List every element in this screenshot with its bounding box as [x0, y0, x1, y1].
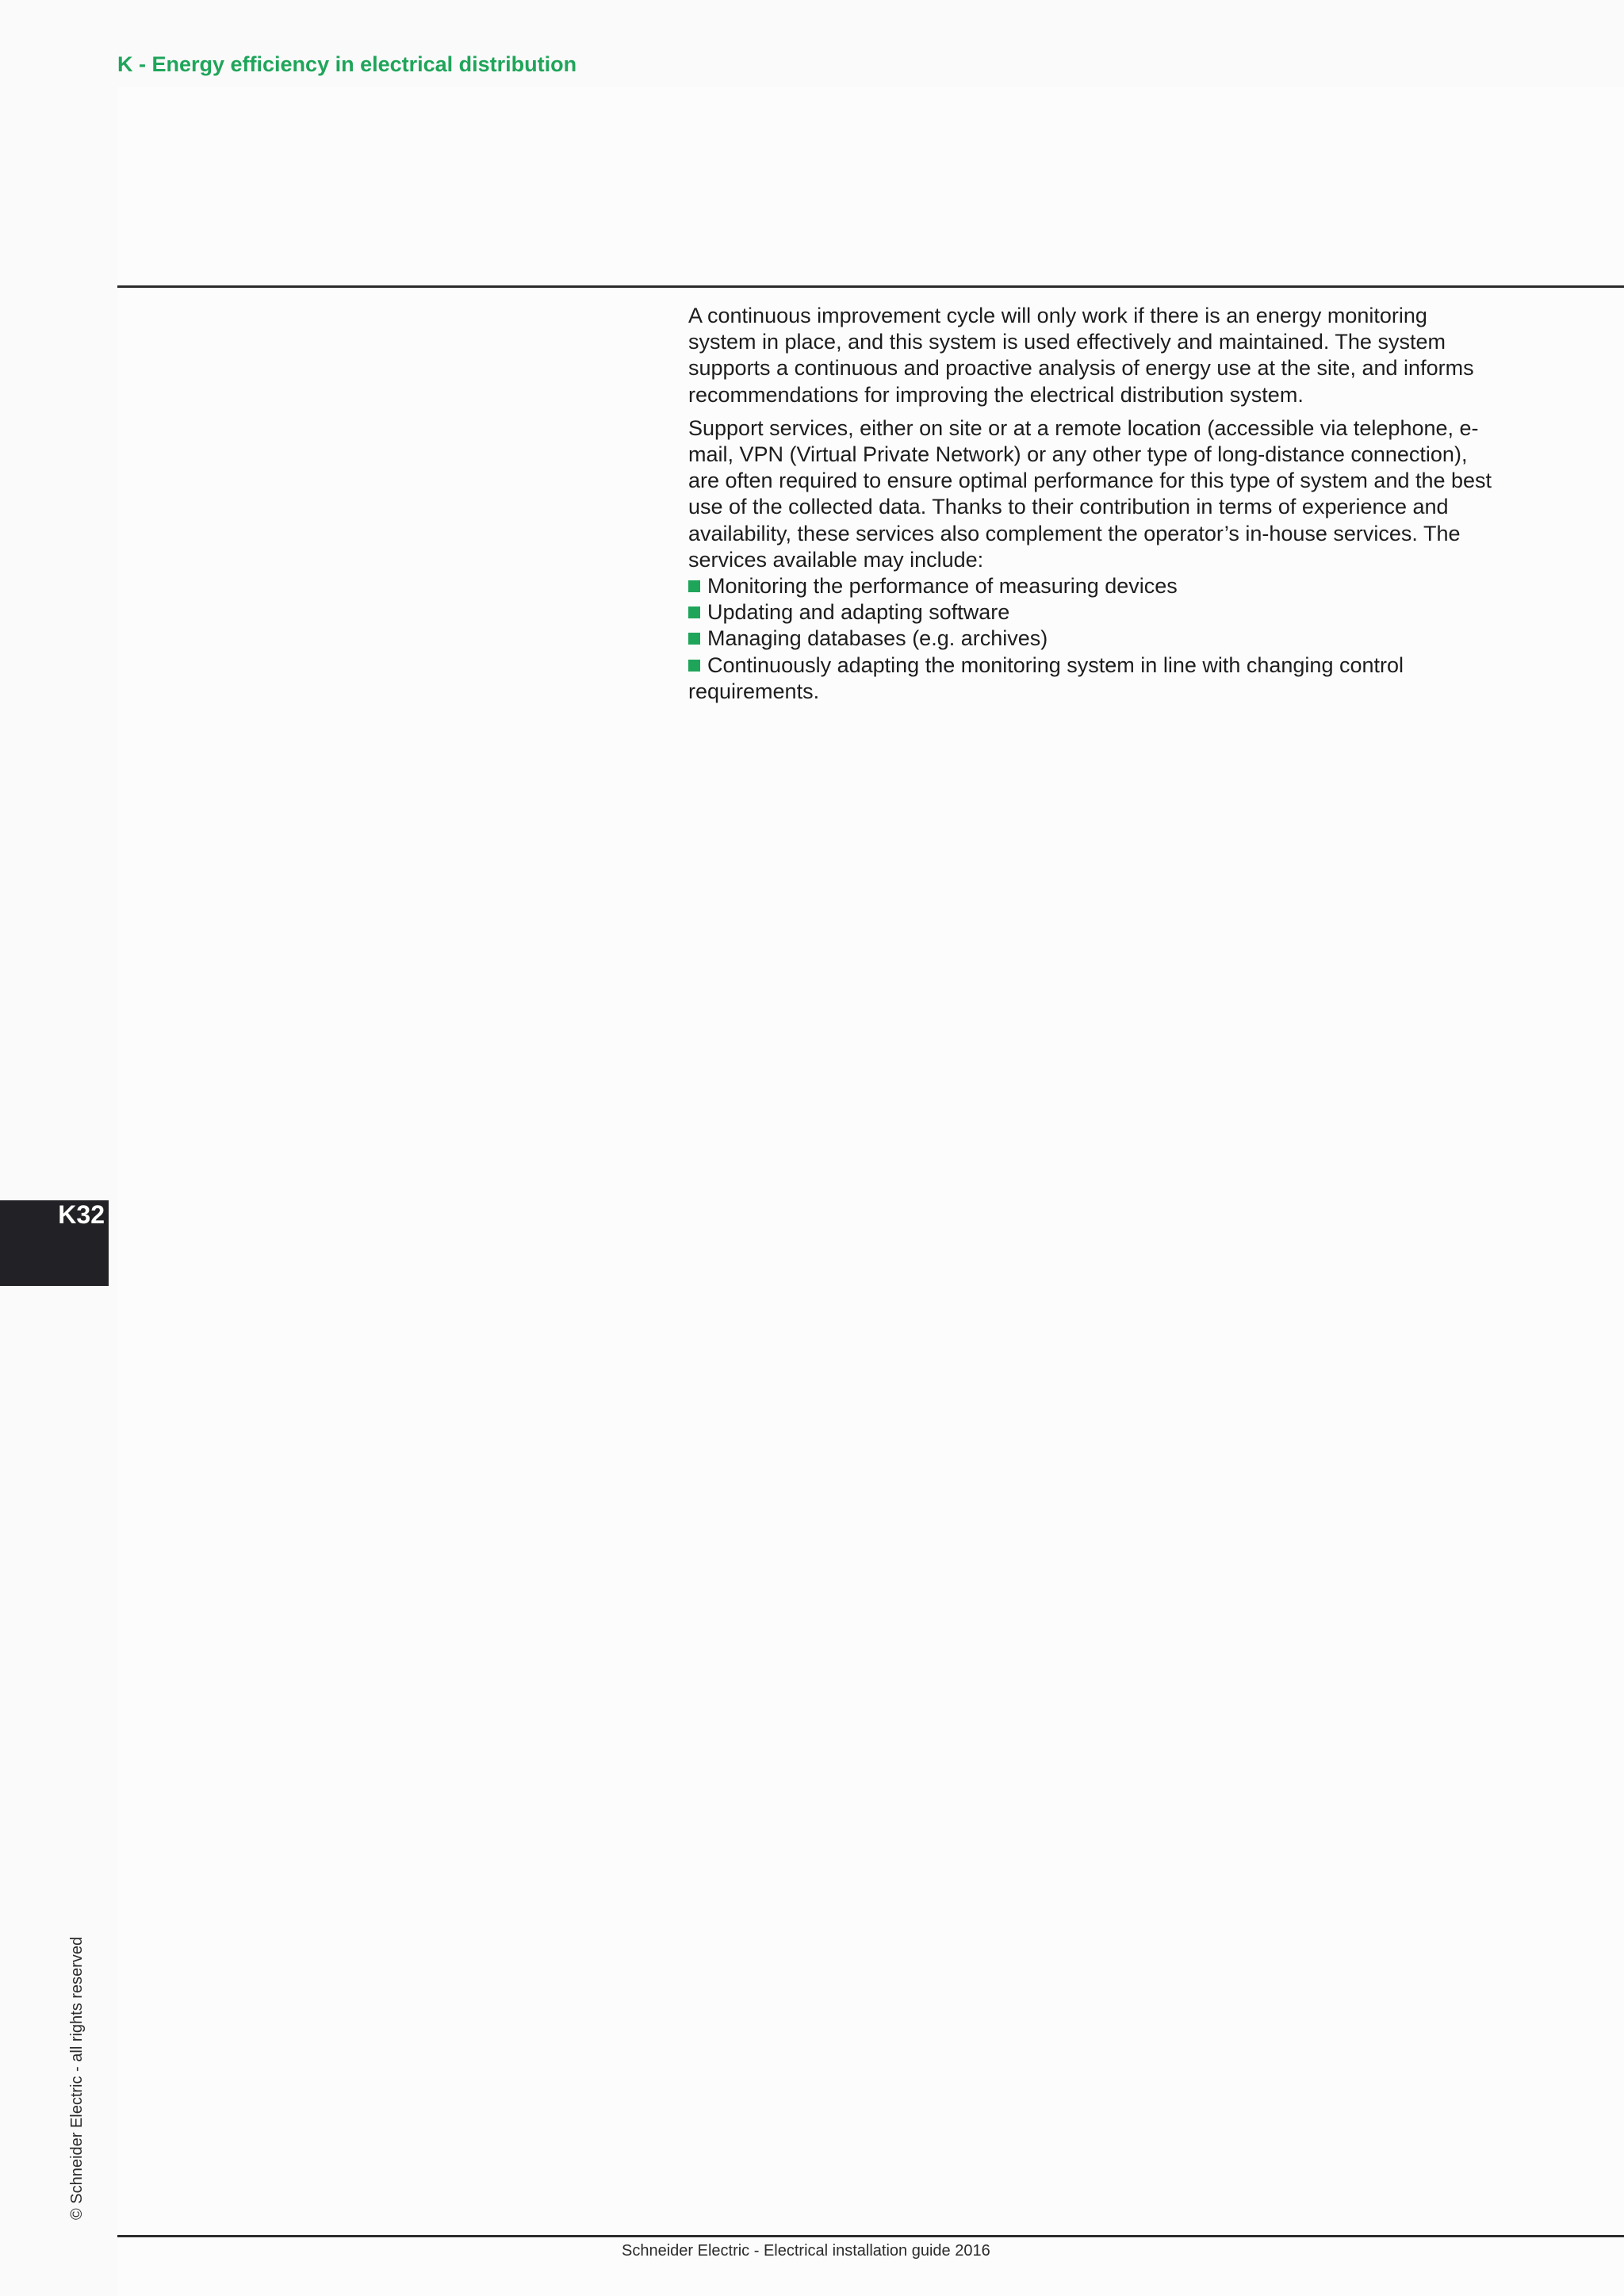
footer-divider	[117, 2235, 1624, 2237]
green-square-bullet-icon	[688, 660, 700, 672]
page-number-tab	[0, 1200, 109, 1286]
list-item	[688, 599, 1497, 626]
list-item-text: Managing databases (e.g. archives)	[707, 626, 1048, 651]
green-square-bullet-icon	[688, 633, 700, 645]
footer-text: Schneider Electric - Electrical installation guide 2016	[622, 2242, 990, 2260]
green-square-bullet-icon	[688, 580, 700, 592]
list-item-text: Continuously adapting the monitoring system in line with changing control requirements.	[688, 652, 1404, 703]
paragraph-1: A continuous improvement cycle will only work if there is an energy monitoring system in place, and this system is used effectively and maintained. The system supports a continuous and proactive analysis of energy use at the site, and informs recommendations for improving the electrical distribution system.	[688, 304, 1474, 407]
green-square-bullet-icon	[688, 607, 700, 618]
page-number: K32	[58, 1200, 105, 1229]
services-list	[688, 573, 1497, 705]
main-text-column	[688, 303, 1497, 705]
list-item	[688, 626, 1497, 652]
list-item-text: Updating and adapting software	[707, 600, 1010, 625]
list-item	[688, 573, 1497, 599]
copyright-notice: © Schneider Electric - all rights reserved	[68, 1936, 86, 2220]
header-divider	[117, 285, 1624, 288]
paragraph-2: Support services, either on site or at a remote location (accessible via telephone, e-mail, VPN (Virtual Private Network) or any other type of long-distance connection), are often required to ensure optimal performance for this type of system and the best use of the collected data. Thanks to their contribution in terms of experience and availability, these services also complement the operator’s in-house services. The services available may include:	[688, 415, 1492, 572]
list-item	[688, 652, 1497, 705]
section-title: K - Energy efficiency in electrical distribution	[117, 52, 577, 76]
list-item-text: Monitoring the performance of measuring devices	[707, 574, 1178, 599]
